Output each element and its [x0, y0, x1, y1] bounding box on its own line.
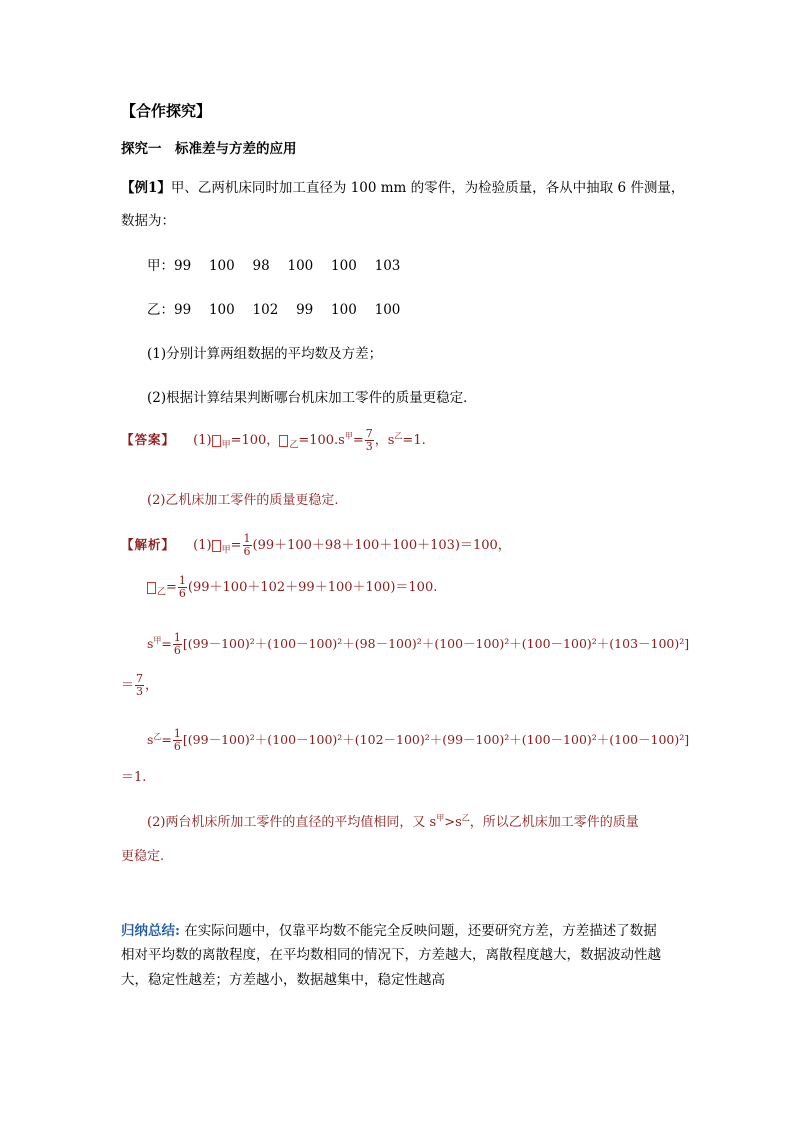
fraction-denominator: 3	[365, 440, 373, 453]
example-label: 【例1】	[121, 180, 171, 196]
answer-eq: =	[352, 433, 364, 448]
xbar-icon	[147, 582, 156, 594]
answer-sup-yi: 乙	[394, 431, 403, 441]
summary-line-3: 大，稳定性越差；方差越小，数据越集中，稳定性越高	[121, 972, 445, 988]
fraction-numerator: 1	[173, 727, 181, 740]
analysis-line-7	[147, 811, 639, 830]
analysis-l5-sup: 乙	[153, 731, 162, 741]
answer-fraction	[365, 428, 374, 453]
analysis-l1-eq: =	[230, 538, 242, 553]
analysis-l3-sup: 甲	[153, 635, 162, 645]
analysis-line-6: ＝1.	[121, 770, 147, 785]
answer-part1-b: =100，	[230, 433, 280, 448]
question-2: (2)根据计算结果判断哪台机床加工零件的质量更稳定．	[147, 390, 477, 406]
yi-data: 乙：99 100 102 99 100 100	[147, 302, 401, 318]
analysis-l5-fraction	[173, 728, 182, 753]
summary-line-1	[121, 919, 657, 939]
analysis-l2-fraction	[178, 575, 187, 600]
fraction-numerator: 1	[178, 574, 186, 587]
fraction-denominator: 6	[178, 587, 186, 600]
example-text-1: 甲、乙两机床同时加工直径为 100 mm 的零件，为检验质量，各从中抽取 6 件测量，	[170, 180, 685, 196]
analysis-l1-sub: 甲	[221, 545, 231, 556]
analysis-l1-b: (99＋100＋98＋100＋100＋103)＝100，	[252, 538, 511, 553]
summary-line-2: 相对平均数的离散程度，在平均数相同的情况下，方差越大，离散程度越大，数据波动性越	[121, 947, 661, 963]
analysis-l5-s: s	[147, 732, 154, 747]
answer-label: 【答案】	[121, 432, 176, 447]
fraction-numerator: 1	[173, 631, 181, 644]
analysis-l3-fraction	[173, 632, 182, 657]
section-title: 【合作探究】	[121, 102, 212, 120]
topic-title: 探究一 标准差与方差的应用	[121, 141, 297, 157]
analysis-line-1	[121, 533, 511, 558]
answer-part1-e: =1.	[402, 433, 426, 448]
summary-text-1: 在实际问题中，仅靠平均数不能完全反映问题，还要研究方差，方差描述了数据	[179, 923, 657, 939]
question-1: (1)分别计算两组数据的平均数及方差；	[147, 346, 383, 362]
analysis-l4-eq: ＝	[121, 678, 135, 693]
analysis-l1-a: (1)	[193, 538, 212, 553]
analysis-l4-tail: ，	[145, 678, 159, 693]
analysis-line-4	[121, 673, 158, 698]
analysis-l7-sup2: 乙	[461, 813, 470, 823]
analysis-l7-a: (2)两台机床所加工零件的直径的平均值相同，又 s	[147, 815, 437, 830]
answer-part1-d: ，s	[374, 433, 395, 448]
answer-part2: (2)乙机床加工零件的质量更稳定.	[147, 493, 339, 508]
example-text-2: 数据为：	[121, 213, 175, 229]
analysis-label: 【解析】	[121, 537, 176, 552]
analysis-l2-b: (99＋100＋102＋99＋100＋100)＝100.	[187, 580, 438, 595]
summary-label: 归纳总结:	[121, 923, 180, 939]
answer-part1-a: (1)	[193, 433, 212, 448]
analysis-line-3	[147, 632, 689, 657]
analysis-line-8: 更稳定.	[121, 849, 165, 864]
fraction-numerator: 1	[243, 532, 251, 545]
example-line-1	[121, 176, 684, 196]
xbar-icon	[279, 435, 288, 447]
answer-sup-jia: 甲	[344, 431, 353, 441]
analysis-l3-eq: =	[161, 636, 172, 651]
analysis-l2-eq: =	[166, 580, 177, 595]
analysis-l2-sub: 乙	[157, 587, 167, 598]
analysis-l3-b: [(99－100)²＋(100－100)²＋(98－100)²＋(100－100)²＋(100－100)²＋(103－100)²]	[182, 636, 690, 651]
answer-sub-jia: 甲	[221, 440, 231, 451]
answer-part1-c: =100.s	[298, 433, 345, 448]
answer-line-1	[121, 428, 426, 453]
fraction-denominator: 6	[173, 740, 181, 753]
analysis-l3-s: s	[147, 636, 154, 651]
analysis-l7-sup1: 甲	[436, 813, 445, 823]
analysis-l7-c: ，所以乙机床加工零件的质量	[469, 815, 639, 830]
fraction-numerator: 7	[136, 672, 144, 685]
fraction-denominator: 3	[136, 685, 144, 698]
fraction-denominator: 6	[173, 644, 181, 657]
analysis-line-5	[147, 728, 689, 753]
jia-data: 甲：99 100 98 100 100 103	[147, 258, 401, 274]
xbar-icon	[212, 435, 221, 447]
analysis-l7-b: >s	[444, 815, 462, 830]
xbar-icon	[212, 540, 221, 552]
analysis-line-2	[147, 575, 437, 600]
fraction-denominator: 6	[243, 545, 251, 558]
analysis-l5-b: [(99－100)²＋(100－100)²＋(102－100)²＋(99－100)²＋(100－100)²＋(100－100)²]	[182, 732, 690, 747]
analysis-l5-eq: =	[161, 732, 172, 747]
fraction-numerator: 7	[365, 427, 373, 440]
analysis-l4-fraction	[135, 673, 144, 698]
answer-sub-yi: 乙	[289, 440, 299, 451]
analysis-l1-fraction	[243, 533, 252, 558]
